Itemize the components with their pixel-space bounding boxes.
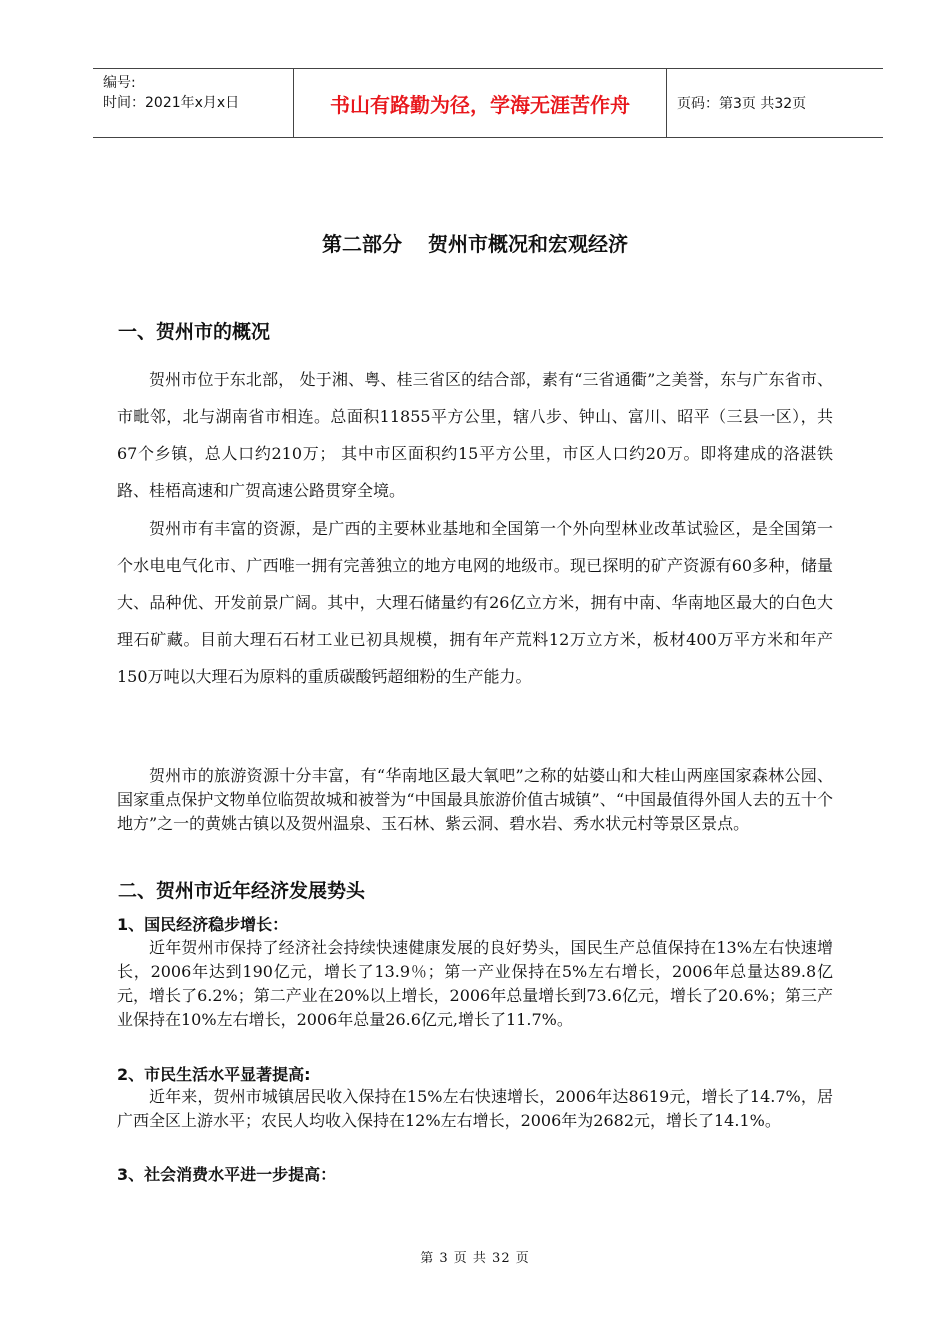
page-title: [0, 228, 950, 257]
section1-paragraph-3: 贺州市的旅游资源十分丰富，有“华南地区最大氧吧”之称的姑婆山和大桂山两座国家森林公园、国家重点保护文物单位临贺故城和被誉为“中国最具旅游价值古城镇”、“中国最值得外国人去的五十个地方”之一的黄姚古镇以及贺州温泉、玉石林、紫云洞、碧水岩、秀水状元村等景区景点。: [117, 766, 833, 833]
header-motto: 书山有路勤为径，学海无涯苦作舟: [294, 69, 667, 137]
page-footer: 第 3 页 共 32 页: [420, 1251, 530, 1266]
subsection2-title: 2、市民生活水平显著提高:: [117, 1065, 311, 1084]
time-label: 时间：2021年x月x日: [103, 95, 240, 111]
section1-heading: 一、贺州市的概况: [118, 321, 271, 343]
header-page-label: 页码：第3页 共32页: [677, 96, 807, 112]
subsection1-title: 1、国民经济稳步增长：: [117, 915, 289, 934]
subsection3-title: 3、社会消费水平进一步提高：: [117, 1165, 337, 1184]
header-meta: [93, 69, 294, 137]
subsection2-body: 近年来，贺州市城镇居民收入保持在15%左右快速增长，2006年达8619元，增长了14.7%，居广西全区上游水平；农民人均收入保持在12%左右增长，2006年为2682元，增长了14.1%。: [117, 1087, 833, 1130]
serial-label: 编号:: [103, 75, 136, 91]
section2-heading: 二、贺州市近年经济发展势头: [118, 880, 366, 902]
section1-paragraph-1: 贺州市位于东北部， 处于湘、粤、桂三省区的结合部，素有“三省通衢”之美誉，东与广东省市、市毗邻，北与湖南省市相连。总面积11855平方公里，辖八步、钟山、富川、昭平（三县一区），共67个乡镇，总人口约210万； 其中市区面积约15平方公里，市区人口约20万。即将建成的洛湛铁路、桂梧高速和广贺高速公路贯穿全境。: [117, 370, 833, 500]
title-part: 第二部分: [322, 232, 402, 256]
section1-paragraph-2: 贺州市有丰富的资源，是广西的主要林业基地和全国第一个外向型林业改革试验区，是全国第一个水电电气化市、广西唯一拥有完善独立的地方电网的地级市。现已探明的矿产资源有60多种，储量大、品种优、开发前景广阔。其中，大理石储量约有26亿立方米，拥有中南、华南地区最大的白色大理石矿藏。目前大理石石材工业已初具规模，拥有年产荒料12万立方米，板材400万平方米和年产150万吨以大理石为原料的重质碳酸钙超细粉的生产能力。: [117, 519, 833, 686]
subsection1-body: 近年贺州市保持了经济社会持续快速健康发展的良好势头，国民生产总值保持在13%左右快速增长，2006年达到190亿元，增长了13.9％；第一产业保持在5%左右增长，2006年总量达89.8亿元，增长了6.2%；第二产业在20%以上增长，2006年总量增长到73.6亿元，增长了20.6%；第三产业保持在10%左右增长，2006年总量26.6亿元,增长了11.7%。: [117, 938, 833, 1029]
title-name: 贺州市概况和宏观经济: [428, 232, 628, 256]
page-header: [93, 68, 883, 138]
